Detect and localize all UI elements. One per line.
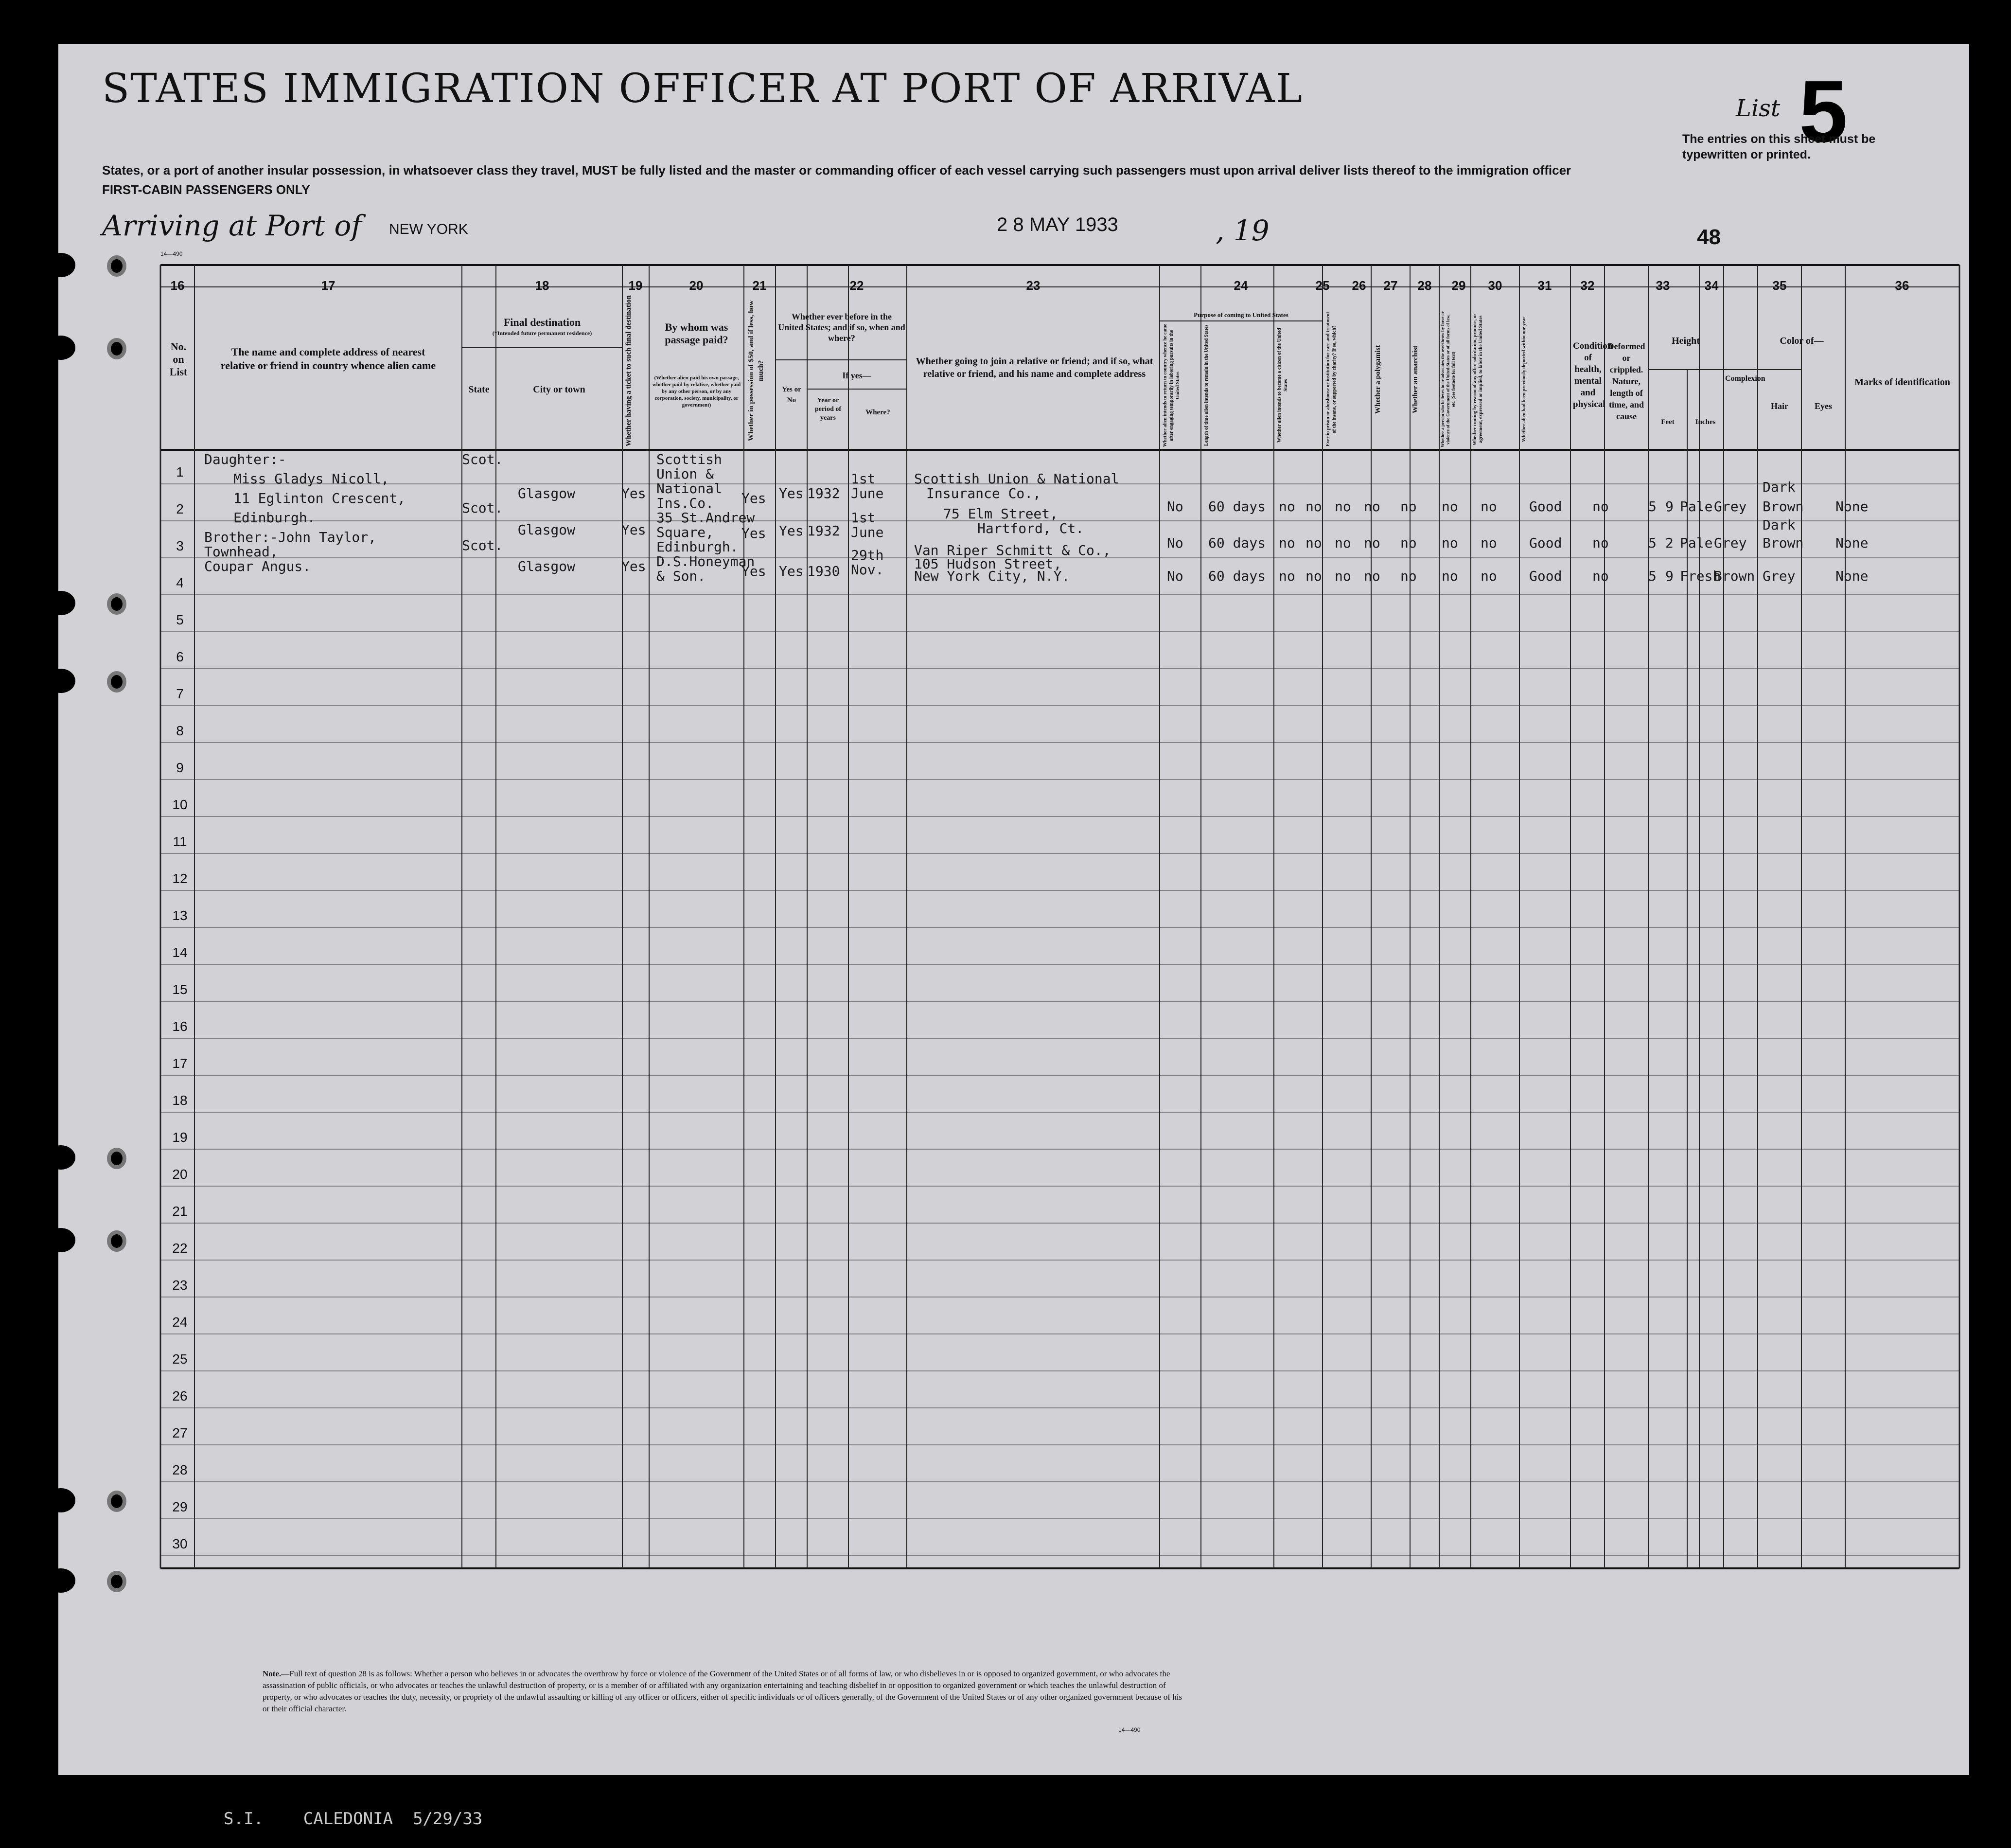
row-number: 9 — [176, 760, 184, 775]
binder-hole — [46, 253, 75, 277]
citizen-cell: no — [1279, 498, 1295, 515]
row-number: 28 — [172, 1462, 188, 1477]
footer-ship: CALEDONIA — [303, 1809, 393, 1829]
column-number: 26 — [1352, 278, 1366, 293]
column-number: 20 — [689, 278, 704, 293]
row-number: 8 — [176, 723, 184, 738]
return-temp-cell: No — [1167, 535, 1183, 551]
complexion-cell: Pale — [1680, 535, 1713, 551]
footnote-form-number: 14—490 — [1118, 1726, 1141, 1733]
joining-line: Van Riper Schmitt & Co., — [914, 542, 1111, 558]
state-cell: Scot. — [462, 537, 503, 553]
offer-cell: no — [1442, 568, 1458, 584]
header-state: State — [468, 384, 490, 395]
joining-line: Scottish Union & National — [914, 471, 1119, 487]
column-number: 21 — [752, 278, 767, 293]
column-number: 32 — [1580, 278, 1595, 293]
complexion-cell: Fresh — [1680, 568, 1721, 584]
feet-cell: 5 — [1648, 498, 1657, 515]
row-number: 21 — [172, 1204, 188, 1219]
overthrow-cell: no — [1400, 535, 1417, 551]
before-yes-cell: Yes — [779, 485, 804, 501]
polygamist-cell: no — [1335, 568, 1351, 584]
prison-cell: no — [1305, 568, 1322, 584]
header-joining: Whether going to join a relative or friend; and if so, what relative or friend, and his name and complete address — [916, 356, 1153, 379]
row-number: 20 — [172, 1167, 188, 1182]
relative-line: Brother:-John Taylor, — [204, 529, 377, 545]
before-year-cell: 1932 — [807, 523, 840, 539]
binder-hole — [107, 1230, 126, 1252]
row-number: 29 — [172, 1499, 188, 1514]
header-ever-before: Whether ever before in the United States; and if so, when and where? — [778, 312, 905, 343]
relative-line: Miss Gladys Nicoll, — [233, 471, 389, 487]
deformed-cell: no — [1592, 498, 1609, 515]
list-label: List — [1736, 95, 1781, 122]
row-number: 11 — [173, 834, 187, 849]
header-health: Condition of health, mental and physical — [1573, 341, 1613, 409]
joining-line: New York City, N.Y. — [914, 568, 1070, 584]
row-number: 5 — [176, 612, 184, 627]
joining-line: Hartford, Ct. — [977, 520, 1084, 536]
feet-cell: 5 — [1648, 568, 1657, 584]
header-offer: Whether coming by reason of any offer, solicitation, promise, or agreement, expressed or implied, to labor in the United States — [1472, 313, 1483, 445]
ticket-cell: Yes — [621, 485, 646, 501]
typewritten-note: The entries on this sheet must be typewritten or printed. — [1682, 132, 1876, 161]
column-number: 29 — [1451, 278, 1466, 293]
inches-cell: 9 — [1665, 498, 1674, 515]
paid-by-line: & Son. — [656, 568, 706, 584]
relative-line: Townhead, — [204, 544, 278, 560]
header-deformed: Deformed or crippled. Nature, length of time, and cause — [1607, 341, 1645, 421]
header-inches: Inches — [1695, 418, 1716, 426]
overthrow-cell: no — [1400, 568, 1417, 584]
header-ticket: Whether having a ticket to such final destination — [625, 295, 633, 446]
state-cell: Scot. — [462, 451, 503, 467]
offer-cell: no — [1442, 535, 1458, 551]
header-where: Where? — [865, 409, 890, 416]
eyes-top-line: Dark — [1763, 479, 1796, 495]
row-number: 14 — [172, 945, 188, 960]
column-number: 28 — [1417, 278, 1432, 293]
header-city: City or town — [533, 384, 585, 395]
form-number: 14—490 — [160, 250, 183, 257]
row-number: 16 — [172, 1019, 188, 1034]
paid-by-line: National — [656, 480, 722, 497]
header-height: Height — [1672, 336, 1700, 346]
inches-cell: 2 — [1665, 535, 1674, 551]
deported-cell: no — [1481, 498, 1497, 515]
joining-line: 75 Elm Street, — [943, 506, 1058, 522]
citizen-cell: no — [1279, 568, 1295, 584]
header-passage-note: (Whether alien paid his own passage, whether paid by relative, whether paid by any other person, or by any corporation, society, municipality, or government) — [652, 375, 741, 408]
paid-by-line: 35 St.Andrew — [656, 510, 755, 526]
binder-hole — [107, 338, 126, 359]
header-citizen: Whether alien intends to become a citizen of the United States — [1277, 328, 1288, 443]
hair-cell: Grey — [1714, 498, 1747, 515]
citizen-cell: no — [1279, 535, 1295, 551]
column-number: 23 — [1026, 278, 1041, 293]
binder-hole — [107, 1491, 126, 1512]
binder-hole — [46, 1145, 75, 1170]
footer-label — [224, 1809, 482, 1829]
offer-cell: no — [1442, 498, 1458, 515]
eyes-bottom-line: Grey — [1763, 568, 1796, 584]
eyes-top-line: Dark — [1763, 517, 1796, 533]
binder-hole — [46, 336, 75, 360]
header-length-stay: Length of time alien intends to remain in the United States — [1204, 324, 1209, 446]
arriving-label: Arriving at Port of — [102, 209, 362, 242]
column-number: 19 — [628, 278, 643, 293]
header-overthrow: Whether a person who believes in or advocates the overthrow by force or violence of the Government of the United States or of all forms of law, etc. (See footnote for full text) — [1440, 311, 1456, 447]
column-number: 31 — [1537, 278, 1552, 293]
deported-cell: no — [1481, 535, 1497, 551]
list-number: 5 — [1799, 63, 1848, 160]
row-number: 17 — [172, 1056, 188, 1071]
joining-line: 105 Hudson Street, — [914, 556, 1062, 572]
column-number: 27 — [1383, 278, 1398, 293]
joining-line: Insurance Co., — [926, 485, 1041, 501]
before-year-cell: 1930 — [807, 563, 840, 579]
return-temp-cell: No — [1167, 498, 1183, 515]
before-year-cell: 1932 — [807, 485, 840, 501]
prison-cell: no — [1305, 498, 1322, 515]
binder-hole — [107, 1148, 126, 1169]
header-yes-no: Yes or No — [782, 386, 801, 404]
before-where-line: June — [851, 485, 884, 501]
city-cell: Glasgow — [518, 522, 576, 538]
paid-by-line: Ins.Co. — [656, 495, 714, 511]
prison-cell: no — [1305, 535, 1322, 551]
page-number: 48 — [1697, 225, 1721, 249]
header-hair: Hair — [1771, 401, 1788, 411]
binder-hole — [107, 593, 126, 615]
relative-line: Daughter:- — [204, 451, 286, 467]
paid-by-line: Edinburgh. — [656, 539, 739, 555]
relative-line: Edinburgh. — [233, 510, 316, 526]
anarchist-cell: no — [1364, 498, 1380, 515]
column-number: 17 — [321, 278, 335, 293]
row-number: 18 — [172, 1093, 188, 1108]
header-fifty-dollars: Whether in possession of $50, and if less, how much? — [747, 300, 765, 442]
paid-by-line: Scottish — [656, 451, 722, 467]
relative-line: 11 Eglinton Crescent, — [233, 490, 406, 506]
inches-cell: 9 — [1665, 568, 1674, 584]
row-number: 10 — [172, 797, 188, 812]
paid-by-line: Union & — [656, 466, 714, 482]
row-number: 6 — [176, 649, 184, 664]
header-color-of: Color of— — [1780, 336, 1824, 346]
footer-date: 5/29/33 — [412, 1809, 483, 1829]
overthrow-cell: no — [1400, 498, 1417, 515]
row-number: 23 — [172, 1278, 188, 1293]
binder-hole — [107, 671, 126, 693]
before-where-line: 1st — [851, 510, 876, 526]
hair-cell: Grey — [1714, 535, 1747, 551]
header-polygamist: Whether a polygamist — [1374, 345, 1382, 414]
row-number: 24 — [172, 1315, 188, 1330]
page-title: STATES IMMIGRATION OFFICER AT PORT OF ARRIVAL — [102, 66, 1304, 112]
header-eyes: Eyes — [1815, 401, 1832, 411]
before-yes-cell: Yes — [779, 523, 804, 539]
binder-hole — [107, 1571, 126, 1592]
header-complexion: Complexion — [1725, 374, 1765, 383]
footer-code: S.I. — [224, 1809, 264, 1829]
row-number: 22 — [172, 1241, 188, 1256]
header-return-temp: Whether alien intends to return to country whence he came after engaging temporarily in laboring pursuits in the United States — [1163, 323, 1181, 447]
column-number: 16 — [170, 278, 185, 293]
header-passage-paid: By whom was passage paid? — [665, 321, 728, 346]
row-number: 15 — [172, 982, 188, 997]
paid-by-line: D.S.Honeyman — [656, 553, 755, 569]
anarchist-cell: no — [1364, 568, 1380, 584]
row-number: 13 — [172, 908, 188, 923]
polygamist-cell: no — [1335, 498, 1351, 515]
column-number: 18 — [535, 278, 549, 293]
column-number: 22 — [849, 278, 864, 293]
row-number: 7 — [176, 686, 184, 701]
footnote — [263, 1668, 1186, 1715]
length-stay-cell: 60 days — [1208, 498, 1266, 515]
header-deported: Whether alien had been previously deported within one year — [1521, 317, 1527, 442]
date-stamp: 2 8 MAY 1933 — [997, 214, 1118, 235]
header-year: Year or period of years — [814, 397, 842, 422]
fifty-dollars-cell: Yes — [741, 490, 766, 506]
row-number: 30 — [172, 1536, 188, 1551]
health-cell: Good — [1529, 498, 1562, 515]
before-yes-cell: Yes — [779, 563, 804, 579]
subtitle-class: FIRST-CABIN PASSENGERS ONLY — [102, 182, 310, 197]
fifty-dollars-cell: Yes — [741, 525, 766, 541]
header-marks: Marks of identification — [1854, 377, 1950, 388]
state-cell: Scot. — [462, 500, 503, 516]
polygamist-cell: no — [1335, 535, 1351, 551]
health-cell: Good — [1529, 568, 1562, 584]
column-number: 25 — [1315, 278, 1330, 293]
header-if-yes: If yes— — [842, 371, 871, 380]
eyes-bottom-line: Brown — [1763, 535, 1804, 551]
binder-hole — [46, 591, 75, 615]
marks-cell: None — [1835, 535, 1869, 551]
deported-cell: no — [1481, 568, 1497, 584]
footnote-lead: Note. — [263, 1669, 282, 1678]
deformed-cell: no — [1592, 535, 1609, 551]
row-number: 12 — [172, 871, 188, 886]
header-prison: Ever in prison or almshouse or institution for care and treatment of the insane, or supported by charity? If so, which? — [1325, 312, 1337, 447]
length-stay-cell: 60 days — [1208, 535, 1266, 551]
marks-cell: None — [1835, 568, 1869, 584]
binder-hole — [46, 669, 75, 693]
binder-hole — [107, 255, 126, 277]
column-number: 24 — [1234, 278, 1248, 293]
fifty-dollars-cell: Yes — [741, 563, 766, 579]
header-final-destination-note: (*Intended future permanent residence) — [492, 330, 592, 337]
health-cell: Good — [1529, 535, 1562, 551]
row-number: 19 — [172, 1130, 188, 1145]
row-number: 25 — [172, 1351, 188, 1367]
header-nearest-relative: The name and complete address of nearest relative or friend in country whence alien came — [220, 346, 436, 372]
column-number: 34 — [1704, 278, 1719, 293]
before-where-line: 1st — [851, 471, 876, 487]
city-cell: Glasgow — [518, 558, 576, 574]
row-number: 26 — [172, 1388, 188, 1404]
eyes-bottom-line: Brown — [1763, 498, 1804, 515]
row-number: 2 — [176, 501, 184, 516]
hair-cell: Brown — [1714, 568, 1755, 584]
row-number: 27 — [172, 1425, 188, 1440]
ticket-cell: Yes — [621, 558, 646, 574]
return-temp-cell: No — [1167, 568, 1183, 584]
relative-line: Coupar Angus. — [204, 558, 311, 574]
year-prefix: , 19 — [1216, 214, 1270, 247]
feet-cell: 5 — [1648, 535, 1657, 551]
column-number: 30 — [1488, 278, 1502, 293]
row-number: 4 — [176, 575, 184, 590]
before-where-line: Nov. — [851, 562, 884, 578]
footnote-text: —Full text of question 28 is as follows: Whether a person who believes in or advocates the overthrow by force or violence of the Government of the United States or of all forms of law, or who disbelieves in or is opposed to organized government, or who advocates the assassination of public officials, or who advocates or teaches the unlawful destruction of property, or is a member of or affiliated with any organization entertaining and teaching disbelief in or opposition to organized government or which teaches the unlawful destruction of property, or who advocates or teaches the duty, necessity, or propriety of the unlawful assaulting or killing of any officer or officers, either of specific individuals or of officers generally, of the Government of the United States or of any other organized government because of his or their official character. — [263, 1669, 1182, 1713]
column-number: 36 — [1895, 278, 1909, 293]
header-feet: Feet — [1661, 418, 1675, 426]
ticket-cell: Yes — [621, 522, 646, 538]
binder-hole — [46, 1568, 75, 1593]
column-number: 35 — [1772, 278, 1787, 293]
length-stay-cell: 60 days — [1208, 568, 1266, 584]
city-cell: Glasgow — [518, 485, 576, 501]
header-no-on-list: No. on List — [169, 340, 188, 378]
row-number: 1 — [176, 464, 184, 480]
subtitle-instructions: States, or a port of another insular possession, in whatsoever class they travel, MUST be fully listed and the master or commanding officer of each vessel carrying such passengers must upon arrival deliver lists thereof to the immigration officer — [102, 163, 1571, 178]
deformed-cell: no — [1592, 568, 1609, 584]
paid-by-line: Square, — [656, 524, 714, 540]
anarchist-cell: no — [1364, 535, 1380, 551]
header-purpose: Purpose of coming to United States — [1194, 311, 1288, 319]
binder-hole — [46, 1488, 75, 1512]
before-where-line: June — [851, 524, 884, 540]
header-anarchist: Whether an anarchist — [1411, 345, 1419, 413]
binder-hole — [46, 1228, 75, 1252]
before-where-line: 29th — [851, 547, 884, 563]
row-number: 3 — [176, 538, 184, 553]
arriving-port: NEW YORK — [389, 221, 468, 237]
column-number: 33 — [1656, 278, 1670, 293]
marks-cell: None — [1835, 498, 1869, 515]
complexion-cell: Pale — [1680, 498, 1713, 515]
header-final-destination: Final destination — [503, 316, 581, 328]
